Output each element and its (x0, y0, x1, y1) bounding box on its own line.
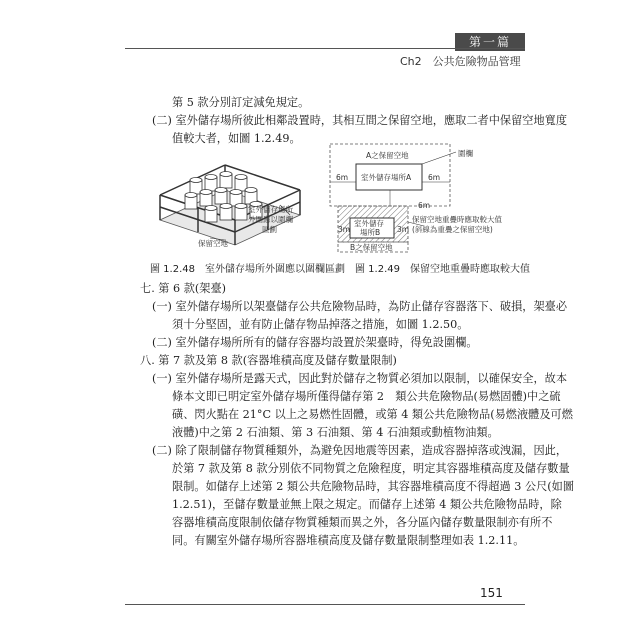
section-8-item-2-line-3: 限制。如儲存上述第 2 類公共危險物品時，其容器堆積高度不得超過 3 公尺(如圖 (172, 480, 575, 493)
part-tab: 第一篇 (455, 33, 525, 51)
section-8-item-2-line-4: 1.2.51)，至儲存數量並無上限之規定。而儲存上述第 4 類公共危險物品時，除 (172, 498, 562, 511)
section-7-item-2-line-1: (二) 室外儲存場所所有的儲存容器均設置於架臺時，得免設圍欄。 (152, 336, 478, 349)
body-line-1: 第 5 款分別訂定減免規定。 (172, 96, 310, 109)
figure-1-2-48 (150, 150, 320, 255)
fig48-label-fence-2: 外圍應以圍欄 (248, 215, 293, 224)
fig48-label-space: 保留空地 (198, 239, 228, 248)
fig48-label-fence-1: 室外儲存場所 (248, 205, 293, 214)
fig49-site-a-label: 室外儲存場所A (361, 173, 412, 182)
section-8-item-1-line-3: 磺、閃火點在 21°C 以上之易燃性固體，或第 4 類公共危險物品(易燃液體及可燃 (172, 408, 573, 421)
header-rule (125, 48, 525, 49)
section-8-item-2-line-1: (二) 除了限制儲存物質種類外，為避免因地震等因素，造成容器掉落或洩漏，因此， (152, 444, 568, 457)
section-7-heading: 七. 第 6 款(架臺) (140, 282, 227, 295)
fig48-label-fence-3: 區劃 (262, 225, 277, 234)
page-number: 151 (480, 586, 503, 600)
fig49-a-space-label: A之保留空地 (366, 151, 409, 160)
fig49-note-2: (斜線為重疊之保留空地) (412, 225, 493, 234)
section-8-item-1-line-1: (一) 室外儲存場所是露天式，因此對於儲存之物質必須加以限制，以確保安全，故本 (152, 372, 568, 385)
fig49-dim-bottom: 6m (418, 201, 431, 210)
section-7-item-1-line-2: 須十分堅固，並有防止儲存物品掉落之措施，如圖 1.2.50。 (172, 318, 469, 331)
fig48-caption: 圖 1.2.48 室外儲存場所外圍應以圍欄區劃 (150, 264, 345, 275)
fig49-caption: 圖 1.2.49 保留空地重疊時應取較大值 (355, 264, 530, 275)
fig49-dim-b-right: 3m (397, 225, 410, 234)
footer-rule (125, 604, 525, 605)
fig49-dim-right: 6m (428, 173, 441, 182)
section-8-item-1-line-2: 條本文即已明定室外儲存場所僅得儲存第 2 類公共危險物品(易燃固體)中之硫 (172, 390, 561, 403)
fig49-note-1: 保留空地重疊時應取較大值 (412, 215, 502, 224)
fig49-b-space-label: B之保留空地 (350, 243, 393, 252)
section-8-item-2-line-2: 於第 7 款及第 8 款分別依不同物質之危險程度，明定其容器堆積高度及儲存數量 (172, 462, 570, 475)
section-8-heading: 八. 第 7 款及第 8 款(容器堆積高度及儲存數量限制) (140, 354, 397, 367)
fig49-dim-b-left: 3m (338, 225, 351, 234)
fig49-fence-label: 圍欄 (458, 149, 473, 158)
body-line-3: 值較大者，如圖 1.2.49。 (172, 132, 301, 145)
fig49-dim-left: 6m (336, 173, 349, 182)
body-line-2: (二) 室外儲存場所彼此相鄰設置時，其相互間之保留空地，應取二者中保留空地寬度 (152, 114, 568, 127)
section-8-item-1-line-4: 液體)中之第 2 石油類、第 3 石油類、第 4 石油類或動植物油類。 (172, 426, 499, 439)
chapter-title: Ch2 公共危險物品管理 (400, 55, 521, 68)
fig49-site-b-label-1: 室外儲存 (354, 219, 384, 228)
section-7-item-1-line-1: (一) 室外儲存場所以架臺儲存公共危險物品時，為防止儲存容器落下、破損，架臺必 (152, 300, 568, 313)
section-8-item-2-line-5: 容器堆積高度限制依儲存物質種類而異之外，各分區內儲存數量限制亦有所不 (172, 516, 553, 529)
figure-1-2-49 (328, 142, 508, 260)
section-8-item-2-line-6: 同。有關室外儲存場所容器堆積高度及儲存數量限制整理如表 1.2.11。 (172, 534, 525, 547)
fig49-site-b-label-2: 場所B (360, 228, 381, 237)
